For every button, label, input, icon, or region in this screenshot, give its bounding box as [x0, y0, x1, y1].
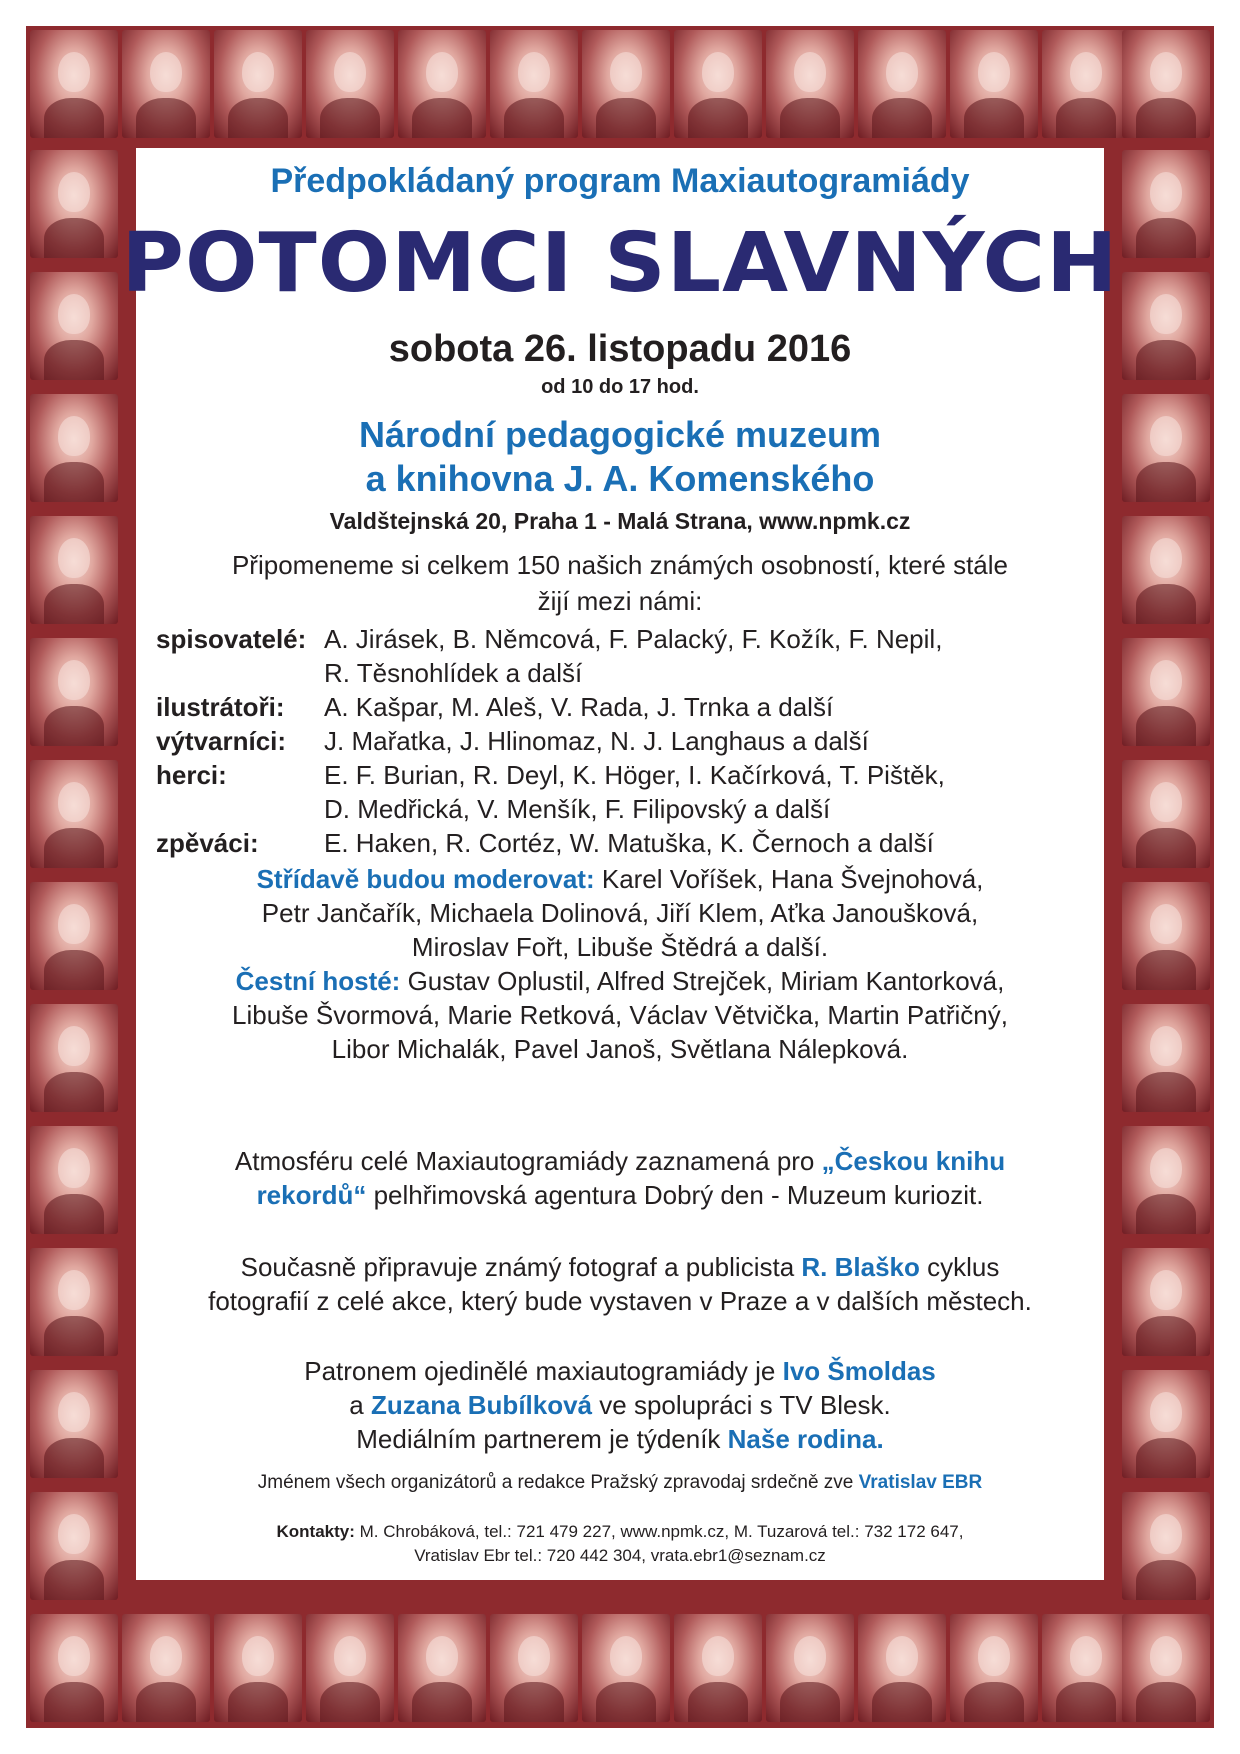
- category-row: [156, 622, 1096, 656]
- portrait-photo: [214, 1614, 302, 1722]
- photo-line: [136, 1250, 1104, 1284]
- contacts-line: Vratislav Ebr tel.: 720 442 304, vrata.ebr1@seznam.cz: [414, 1546, 826, 1565]
- photographer-name: R. Blaško: [801, 1252, 920, 1282]
- record-section: [136, 1144, 1104, 1212]
- portrait-photo: [582, 1614, 670, 1722]
- portrait-photo: [950, 30, 1038, 138]
- portrait-photo: [306, 30, 394, 138]
- portrait-photo: [950, 1614, 1038, 1722]
- portrait-photo: [1122, 272, 1210, 380]
- photo-section: [136, 1250, 1104, 1318]
- guests-names: Gustav Oplustil, Alfred Strejček, Miriam Kantorková,: [400, 966, 1005, 996]
- record-book: „Českou knihu: [821, 1146, 1006, 1176]
- intro-text: Připomeneme si celkem 150 našich známých osobností, které stále: [231, 550, 1009, 580]
- invitation: [136, 1466, 1104, 1500]
- portrait-photo: [674, 30, 762, 138]
- portrait-photo: [1122, 882, 1210, 990]
- portrait-photo: [1122, 30, 1210, 138]
- venue-name-2: a knihovna J. A. Komenského: [365, 458, 875, 499]
- poster-content: [121, 148, 1119, 1580]
- portrait-photo: [30, 882, 118, 990]
- category-label: výtvarníci:: [156, 726, 287, 756]
- category-names: A. Kašpar, M. Aleš, V. Rada, J. Trnka a další: [324, 692, 834, 722]
- portrait-photo: [30, 638, 118, 746]
- patron-name: Ivo Šmoldas: [782, 1356, 936, 1386]
- portrait-photo: [490, 30, 578, 138]
- photo-text-2: cyklus: [919, 1252, 1000, 1282]
- patrons-text: a: [349, 1390, 371, 1420]
- portrait-photo: [1122, 394, 1210, 502]
- category-names: R. Těsnohlídek a další: [324, 658, 583, 688]
- portrait-photo: [1122, 1248, 1210, 1356]
- portrait-photo: [30, 1614, 118, 1722]
- patrons-line: [136, 1388, 1104, 1422]
- record-line: [136, 1144, 1104, 1178]
- category-row: [156, 792, 1096, 826]
- portrait-photo: [490, 1614, 578, 1722]
- guests-line: Libor Michalák, Pavel Janoš, Světlana Nálepková.: [331, 1034, 909, 1064]
- record-text-2: pelhřimovská agentura Dobrý den - Muzeum kuriozit.: [366, 1180, 984, 1210]
- moderators-line: Petr Jančařík, Michaela Dolinová, Jiří Klem, Aťka Janoušková,: [261, 898, 979, 928]
- portrait-photo: [398, 1614, 486, 1722]
- portrait-photo: [1122, 760, 1210, 868]
- record-line: [136, 1178, 1104, 1212]
- portrait-photo: [582, 30, 670, 138]
- portrait-photo: [1122, 150, 1210, 258]
- portrait-photo: [1122, 1492, 1210, 1600]
- portrait-photo: [30, 1126, 118, 1234]
- portrait-photo: [30, 1004, 118, 1112]
- partner-text: Mediálním partnerem je týdeník: [356, 1424, 728, 1454]
- intro-text-2: žijí mezi námi:: [537, 586, 703, 616]
- portrait-photo: [30, 30, 118, 138]
- portrait-photo: [1122, 1126, 1210, 1234]
- patrons-section: [136, 1354, 1104, 1456]
- category-row: [156, 758, 1096, 792]
- portrait-photo: [30, 272, 118, 380]
- contacts-text: M. Chrobáková, tel.: 721 479 227, www.npmk.cz, M. Tuzarová tel.: 732 172 647,: [354, 1522, 964, 1541]
- organizer-name: Vratislav EBR: [858, 1472, 983, 1493]
- category-names: A. Jirásek, B. Němcová, F. Palacký, F. Kožík, F. Nepil,: [324, 624, 943, 654]
- guests-line: [136, 964, 1104, 998]
- portrait-photo: [30, 760, 118, 868]
- portrait-photo: [30, 1370, 118, 1478]
- portrait-photo: [1122, 1614, 1210, 1722]
- program-subtitle: Předpokládaný program Maxiautogramiády: [270, 162, 970, 200]
- portrait-photo: [30, 516, 118, 624]
- guests-line: Libuše Švormová, Marie Retková, Václav Větvička, Martin Patřičný,: [232, 1000, 1008, 1030]
- portrait-photo: [766, 1614, 854, 1722]
- invitation-text: Jménem všech organizátorů a redakce Pražský zpravodaj srdečně zve: [257, 1472, 859, 1493]
- contacts: [136, 1520, 1104, 1568]
- portrait-photo: [214, 30, 302, 138]
- category-label: [156, 656, 324, 690]
- portrait-photo: [1042, 1614, 1130, 1722]
- portrait-photo: [858, 1614, 946, 1722]
- category-row: [156, 656, 1096, 690]
- category-label: [156, 792, 324, 826]
- patrons-text-2: ve spolupráci s TV Blesk.: [592, 1390, 891, 1420]
- category-row: [156, 724, 1096, 758]
- event-date: sobota 26. listopadu 2016: [388, 328, 852, 370]
- photo-line: fotografií z celé akce, který bude vystaven v Praze a v dalších městech.: [208, 1286, 1032, 1316]
- category-names: J. Mařatka, J. Hlinomaz, N. J. Langhaus a další: [324, 726, 869, 756]
- moderators-section: [136, 862, 1104, 1066]
- personality-categories: [156, 622, 1096, 860]
- portrait-photo: [1122, 638, 1210, 746]
- category-names: E. Haken, R. Cortéz, W. Matuška, K. Černoch a další: [324, 828, 934, 858]
- category-label: spisovatelé:: [156, 624, 307, 654]
- moderators-line: Miroslav Fořt, Libuše Štědrá a další.: [411, 932, 829, 962]
- media-partner-name: Naše rodina.: [727, 1424, 884, 1454]
- patrons-text: Patronem ojedinělé maxiautogramiády je: [304, 1356, 783, 1386]
- portrait-photo: [1042, 30, 1130, 138]
- moderators-names: Karel Voříšek, Hana Švejnohová,: [594, 864, 984, 894]
- category-row: [156, 690, 1096, 724]
- event-hours: od 10 do 17 hod.: [541, 376, 699, 398]
- event-title: POTOMCI SLAVNÝCH: [121, 216, 1119, 311]
- category-names: D. Medřická, V. Menšík, F. Filipovský a další: [324, 794, 831, 824]
- contacts-label: Kontakty:: [276, 1522, 355, 1541]
- portrait-photo: [30, 394, 118, 502]
- category-label: ilustrátoři:: [156, 692, 285, 722]
- portrait-photo: [122, 1614, 210, 1722]
- portrait-photo: [858, 30, 946, 138]
- partner-line: [136, 1422, 1104, 1456]
- portrait-photo: [1122, 1370, 1210, 1478]
- moderators-line: [136, 862, 1104, 896]
- category-label: zpěváci:: [156, 828, 259, 858]
- patrons-line: [136, 1354, 1104, 1388]
- portrait-photo: [766, 30, 854, 138]
- category-label: herci:: [156, 760, 227, 790]
- portrait-photo: [1122, 1004, 1210, 1112]
- moderators-label: Střídavě budou moderovat:: [256, 864, 595, 894]
- portrait-photo: [30, 1492, 118, 1600]
- record-text: Atmosféru celé Maxiautogramiády zaznamená pro: [234, 1146, 822, 1176]
- portrait-photo: [398, 30, 486, 138]
- photo-text: Současně připravuje známý fotograf a publicista: [240, 1252, 802, 1282]
- portrait-photo: [122, 30, 210, 138]
- guests-label: Čestní hosté:: [235, 966, 401, 996]
- category-names: E. F. Burian, R. Deyl, K. Höger, I. Kačírková, T. Pištěk,: [324, 760, 945, 790]
- portrait-photo: [30, 1248, 118, 1356]
- record-book-2: rekordů“: [256, 1180, 367, 1210]
- portrait-photo: [1122, 516, 1210, 624]
- portrait-photo: [30, 150, 118, 258]
- contacts-line: [136, 1520, 1104, 1544]
- portrait-photo: [306, 1614, 394, 1722]
- portrait-photo: [674, 1614, 762, 1722]
- venue-address: Valdštejnská 20, Praha 1 - Malá Strana, www.npmk.cz: [329, 508, 911, 534]
- patron-name-2: Zuzana Bubílková: [370, 1390, 593, 1420]
- venue-name: Národní pedagogické muzeum: [358, 414, 882, 455]
- category-row: [156, 826, 1096, 860]
